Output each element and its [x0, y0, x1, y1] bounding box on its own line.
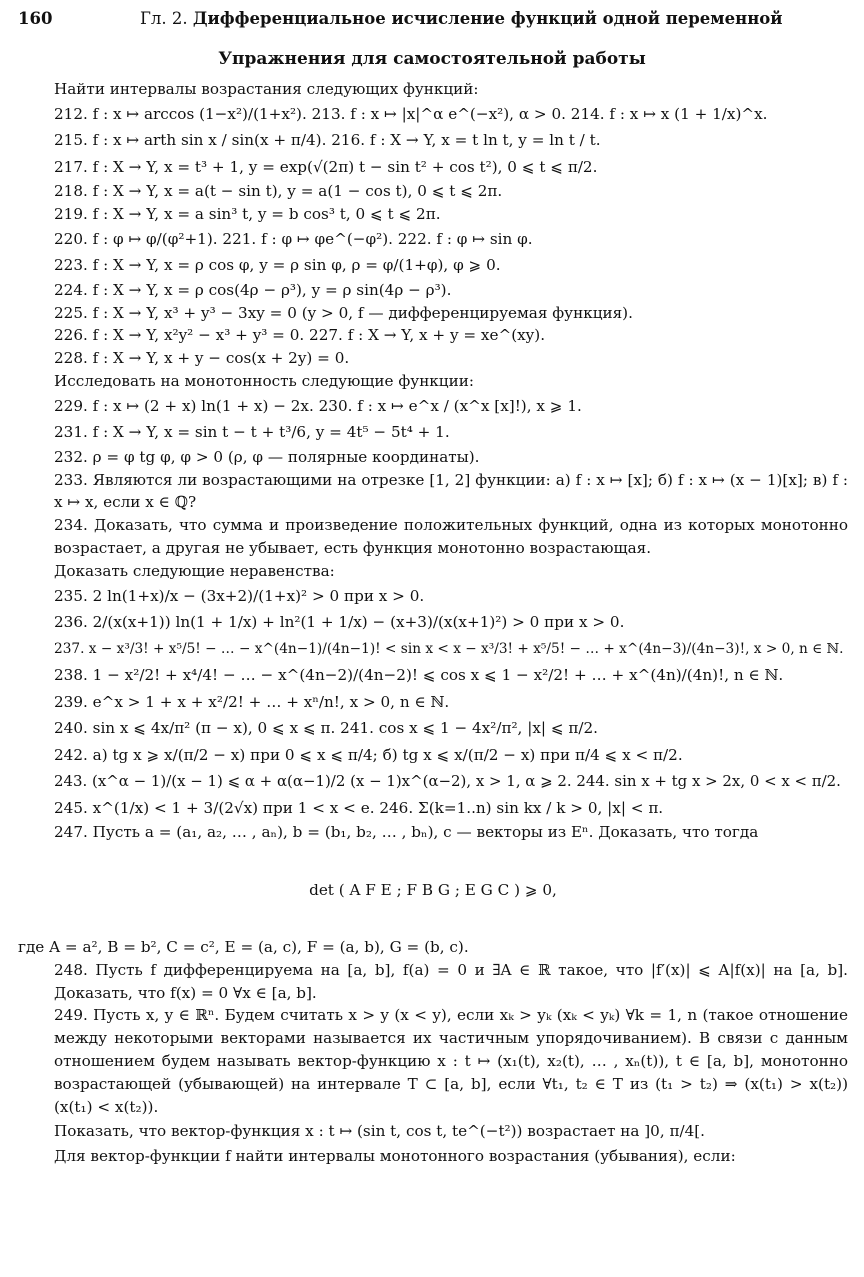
text-line: 220. f : φ ↦ φ/(φ²+1). 221. f : φ ↦ φe^(−φ²). 222. f : φ ↦ sin φ. [54, 229, 533, 248]
text-line: 236. 2/(x(x+1)) ln(1 + 1/x) + ln²(1 + 1/x) − (x+3)/(x(x+1)²) > 0 при x > 0. [54, 613, 625, 632]
text-line: 240. sin x ⩽ 4x/π² (π − x), 0 ⩽ x ⩽ π. 241. cos x ⩽ 1 − 4x²/π², |x| ⩽ π/2. [54, 719, 598, 738]
section-title: Упражнения для самостоятельной работы [218, 49, 646, 69]
text-line: 217. f : X → Y, x = t³ + 1, y = exp(√(2π) t − sin t² + cos t²), 0 ⩽ t ⩽ π/2. [54, 157, 598, 176]
text-line: Показать, что вектор-функция x : t ↦ (sin t, cos t, te^(−t²)) возрастает на ]0, π/4[. [54, 1122, 706, 1141]
text-line: 233. Являются ли возрастающими на отрезке [1, 2] функции: а) f : x ↦ [x]; б) f : x ↦ (x − 1)[x]; в) f : x ↦ x, если x ∈ ℚ? [54, 470, 848, 512]
text-line: 243. (x^α − 1)/(x − 1) ⩽ α + α(α−1)/2 (x − 1)x^(α−2), x > 1, α ⩾ 2. 244. sin x + tg x > 2x, 0 < x < π/2. [54, 772, 841, 791]
text-line: det ( A F E ; F B G ; E G C ) ⩾ 0, [309, 880, 557, 899]
text-line: Исследовать на монотонность следующие функции: [54, 372, 474, 391]
text-line: 249. Пусть x, y ∈ ℝⁿ. Будем считать x > y (x < y), если xₖ > yₖ (xₖ < yₖ) ∀k = 1, n (такое отношение между некоторыми векторами называется их частичным упорядочиванием). В связи с данным отношением будем называть вектор-функцию x : t ↦ (x₁(t), x₂(t), … , xₙ(t)), t ∈ [a, b], монотонно возрастающей (убывающей) на интервале T ⊂ [a, b], если ∀t₁, t₂ ∈ T из (t₁ > t₂) ⇒ (x(t₁) > x(t₂)) (x(t₁) < x(t₂)). [54, 1006, 848, 1116]
chapter-prefix: Гл. 2. [140, 9, 188, 28]
text-line: 234. Доказать, что сумма и произведение положительных функций, одна из которых монотонно возрастает, а другая не убывает, есть функция монотонно возрастающая. [54, 516, 848, 558]
text-line: 232. ρ = φ tg φ, φ > 0 (ρ, φ — полярные координаты). [54, 447, 480, 466]
text-line: 238. 1 − x²/2! + x⁴/4! − … − x^(4n−2)/(4n−2)! ⩽ cos x ⩽ 1 − x²/2! + … + x^(4n)/(4n)!, n ∈ ℕ. [54, 666, 784, 685]
text-line: 224. f : X → Y, x = ρ cos(4ρ − ρ³), y = ρ sin(4ρ − ρ³). [54, 280, 452, 299]
chapter-heading [140, 6, 783, 32]
running-header [18, 6, 846, 32]
text-line: 212. f : x ↦ arccos (1−x²)/(1+x²). 213. f : x ↦ |x|^α e^(−x²), α > 0. 214. f : x ↦ x (1 + 1/x)^x. [54, 104, 768, 123]
text-line: Доказать следующие неравенства: [54, 561, 335, 580]
text-line: 219. f : X → Y, x = a sin³ t, y = b cos³ t, 0 ⩽ t ⩽ 2π. [54, 205, 441, 224]
text-line: 215. f : x ↦ arth sin x / sin(x + π/4). 216. f : X → Y, x = t ln t, y = ln t / t. [54, 131, 601, 150]
text-line: 225. f : X → Y, x³ + y³ − 3xy = 0 (y > 0, f — дифференцируемая функция). [54, 303, 633, 322]
text-line: где A = a², B = b², C = c², E = (a, c), F = (a, b), G = (b, c). [18, 937, 469, 956]
text-line: 226. f : X → Y, x²y² − x³ + y³ = 0. 227. f : X → Y, x + y = xe^(xy). [54, 326, 546, 345]
text-line: 242. а) tg x ⩾ x/(π/2 − x) при 0 ⩽ x ⩽ π/4; б) tg x ⩽ x/(π/2 − x) при π/4 ⩽ x < π/2. [54, 745, 683, 764]
text-line: 228. f : X → Y, x + y − cos(x + 2y) = 0. [54, 349, 350, 368]
text-line: 239. e^x > 1 + x + x²/2! + … + xⁿ/n!, x > 0, n ∈ ℕ. [54, 692, 450, 711]
text-line: 223. f : X → Y, x = ρ cos φ, y = ρ sin φ, ρ = φ/(1+φ), φ ⩾ 0. [54, 256, 501, 275]
text-line: Найти интервалы возрастания следующих функций: [54, 80, 479, 98]
page-number: 160 [18, 9, 53, 28]
text-line: 229. f : x ↦ (2 + x) ln(1 + x) − 2x. 230. f : x ↦ e^x / (x^x [x]!), x ⩾ 1. [54, 396, 582, 415]
text-line: Для вектор-функции f найти интервалы монотонного возрастания (убывания), если: [54, 1146, 736, 1165]
text-line: 237. x − x³/3! + x⁵/5! − … − x^(4n−1)/(4n−1)! < sin x < x − x³/3! + x⁵/5! − … + x^(4n−3)/(4n−3)!, x > 0, n ∈ ℕ. [54, 640, 844, 657]
text-line: 245. x^(1/x) < 1 + 3/(2√x) при 1 < x < e. 246. Σ(k=1..n) sin kx / k > 0, |x| < π. [54, 798, 664, 817]
text-line: 235. 2 ln(1+x)/x − (3x+2)/(1+x)² > 0 при x > 0. [54, 586, 425, 605]
text-line: 231. f : X → Y, x = sin t − t + t³/6, y = 4t⁵ − 5t⁴ + 1. [54, 423, 450, 442]
text-line: 248. Пусть f дифференцируема на [a, b], f(a) = 0 и ∃A ∈ ℝ такое, что |f′(x)| ⩽ A|f(x)| на [a, b]. Доказать, что f(x) = 0 ∀x ∈ [a, b]. [54, 960, 848, 1002]
exercise-list [18, 78, 848, 1168]
text-line: 247. Пусть a = (a₁, a₂, … , aₙ), b = (b₁, b₂, … , bₙ), c — векторы из Eⁿ. Доказать, что тогда [54, 823, 759, 842]
chapter-title: Дифференциальное исчисление функций одной переменной [192, 9, 783, 28]
text-line: 218. f : X → Y, x = a(t − sin t), y = a(1 − cos t), 0 ⩽ t ⩽ 2π. [54, 182, 503, 201]
